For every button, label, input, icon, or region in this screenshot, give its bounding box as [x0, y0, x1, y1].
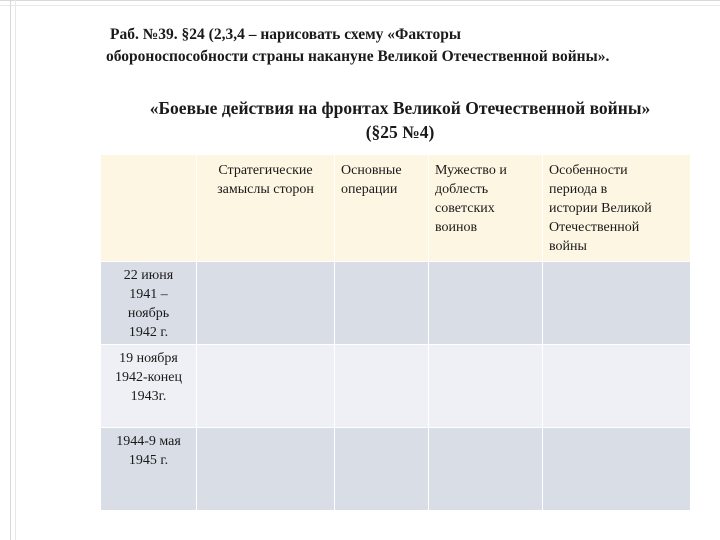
header-cell-main-operations: [335, 155, 429, 262]
table-heading: [100, 96, 700, 144]
slide-frame-left: [10, 0, 16, 540]
table-cell[interactable]: [197, 345, 335, 428]
table-cell[interactable]: [429, 345, 543, 428]
period-cell: [101, 262, 197, 345]
period-label-2: 19 ноября 1942-конец 1943г.: [115, 351, 182, 404]
period-label-3: 1944-9 мая 1945 г.: [116, 434, 181, 468]
table-cell[interactable]: [335, 345, 429, 428]
heading-line-2: (§25 №4): [365, 122, 435, 142]
period-cell: [101, 345, 197, 428]
heading-line-1: «Боевые действия на фронтах Великой Отечественной войны»: [149, 98, 651, 118]
header-cell-strategic-plans: [197, 155, 335, 262]
period-label-1: 22 июня 1941 – ноябрь 1942 г.: [123, 268, 174, 340]
table-cell[interactable]: [197, 262, 335, 345]
header-label-main-operations: Основные операции: [341, 163, 402, 197]
assignment-line-2: обороноспособности страны накануне Великой Отечественной войны».: [106, 48, 610, 65]
table-header-row: [101, 155, 691, 262]
header-label-courage: Мужество и доблесть советских воинов: [435, 163, 507, 235]
period-cell: [101, 428, 197, 511]
table-cell[interactable]: [197, 428, 335, 511]
table-cell[interactable]: [429, 262, 543, 345]
assignment-line-1: Раб. №39. §24 (2,3,4 – нарисовать схему «Факторы: [110, 26, 461, 43]
table-row: [101, 262, 691, 345]
header-cell-period-features: [543, 155, 691, 262]
table-row: [101, 428, 691, 511]
header-cell-empty: [101, 155, 197, 262]
table-cell[interactable]: [335, 262, 429, 345]
table-cell[interactable]: [543, 262, 691, 345]
table-cell[interactable]: [543, 428, 691, 511]
table-cell[interactable]: [543, 345, 691, 428]
battles-table: [100, 154, 691, 511]
assignment-text: [106, 24, 710, 68]
header-cell-courage: [429, 155, 543, 262]
table-cell[interactable]: [335, 428, 429, 511]
table-cell[interactable]: [429, 428, 543, 511]
header-label-period-features: Особенности периода в истории Великой Отечественной войны: [549, 163, 652, 254]
slide-frame-top: [0, 0, 720, 6]
header-label-strategic-plans: Стратегические замыслы сторон: [217, 163, 314, 197]
table-row: [101, 345, 691, 428]
